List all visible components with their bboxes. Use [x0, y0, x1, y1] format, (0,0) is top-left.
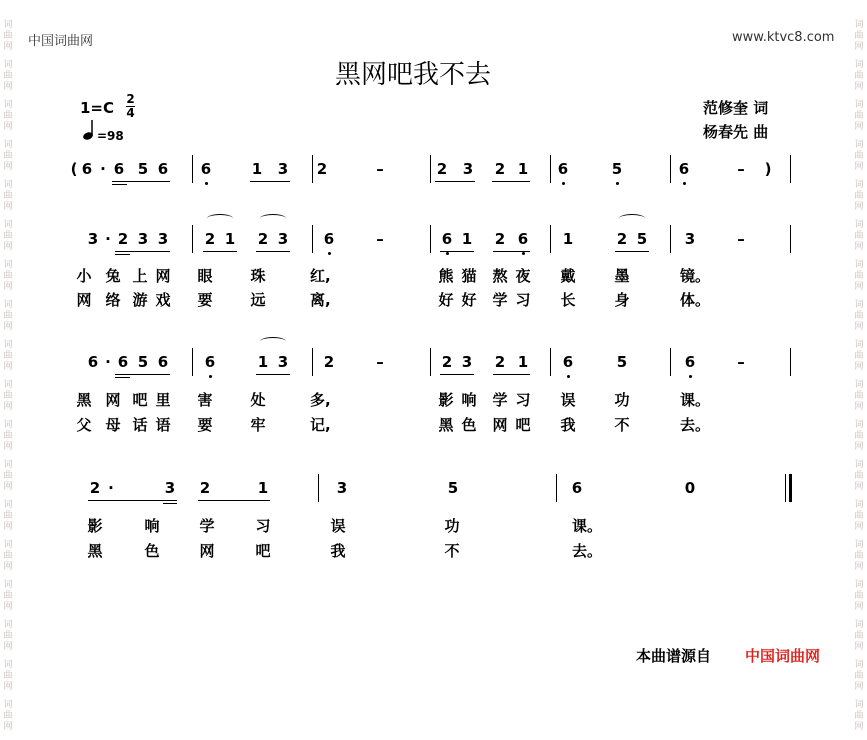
note: 5: [137, 160, 149, 178]
beam-underline: [112, 181, 170, 182]
note: 3: [277, 160, 289, 178]
bar-line: [192, 348, 193, 376]
lyric-char: 镜。: [680, 267, 711, 285]
lyric-char: 熬: [492, 267, 508, 285]
lyric-char: 误: [330, 517, 346, 535]
beam-underline: [440, 251, 474, 252]
right-watermark: 词 曲 网 词 曲 网 词 曲 网 词 曲 网 词 曲 网 词 曲 网 词 曲 网 词 曲 网 词 曲 网 词 曲 网 词 曲 网 词 曲 网 词 曲 网 词 曲 网 词 曲 网 词 曲 网 词 曲 网 词 曲 网: [854, 20, 864, 732]
beam-underline: [203, 251, 237, 252]
tie-slur: [260, 214, 286, 223]
lyric-char: 戴: [560, 267, 576, 285]
close-paren: ): [764, 160, 772, 178]
note: 6: [684, 353, 696, 371]
bar-line: [192, 155, 193, 183]
lyric-char: 网: [105, 391, 121, 409]
beam-underline: [493, 374, 530, 375]
bar-line: [430, 225, 431, 253]
low-octave-dot: [567, 375, 570, 378]
lyric-char: 黑: [76, 391, 92, 409]
note: ·: [105, 230, 111, 248]
tie-slur: [207, 214, 233, 223]
lyric-char: 学: [199, 517, 215, 535]
lyric-char: 习: [255, 517, 271, 535]
note: 2: [89, 479, 101, 497]
beam-underline: [440, 374, 474, 375]
lyricist: 范修奎 词: [703, 99, 769, 117]
source-label: 本曲谱源自: [636, 647, 712, 665]
lyric-char: 珠: [250, 267, 266, 285]
left-watermark: 词 曲 网 词 曲 网 词 曲 网 词 曲 网 词 曲 网 词 曲 网 词 曲 网 词 曲 网 词 曲 网 词 曲 网 词 曲 网 词 曲 网 词 曲 网 词 曲 网 词 曲 网 词 曲 网 词 曲 网 词 曲 网: [3, 20, 13, 732]
bar-line: [312, 155, 313, 183]
lyric-char: 要: [197, 291, 213, 309]
note: 5: [137, 353, 149, 371]
lyric-char: 话: [132, 416, 148, 434]
lyric-char: 好: [438, 291, 454, 309]
low-octave-dot: [689, 375, 692, 378]
composer: 杨春先 曲: [703, 123, 769, 141]
bar-line: [312, 348, 313, 376]
note: 1: [517, 160, 529, 178]
lyric-char: 网: [492, 416, 508, 434]
lyric-char: 我: [560, 416, 576, 434]
note: 1: [562, 230, 574, 248]
lyric-char: 影: [438, 391, 454, 409]
beam-underline: [256, 374, 290, 375]
note: 2: [204, 230, 216, 248]
note: 2: [494, 353, 506, 371]
lyric-char: 墨: [614, 267, 630, 285]
note: 2: [316, 160, 328, 178]
low-octave-dot: [209, 375, 212, 378]
note: 5: [611, 160, 623, 178]
lyric-char: 习: [515, 291, 531, 309]
lyric-char: 上: [132, 267, 148, 285]
note: 1: [461, 230, 473, 248]
note: 2: [199, 479, 211, 497]
note: –: [737, 353, 745, 371]
time-bottom: 4: [126, 106, 135, 120]
low-octave-dot: [562, 182, 565, 185]
lyric-char: 吧: [515, 416, 531, 434]
time-signature: [126, 93, 135, 119]
lyric-char: 兔: [105, 267, 121, 285]
lyric-char: 语: [155, 416, 171, 434]
note: –: [376, 353, 384, 371]
lyric-char: 影: [87, 517, 103, 535]
note: 6: [157, 160, 169, 178]
beam-underline: [115, 374, 170, 375]
note: 5: [636, 230, 648, 248]
low-octave-dot: [328, 252, 331, 255]
note: 3: [336, 479, 348, 497]
bar-line: [670, 155, 671, 183]
note: 6: [678, 160, 690, 178]
site-name: 中国词曲网: [28, 34, 94, 49]
lyric-char: 害: [197, 391, 213, 409]
note: 3: [164, 479, 176, 497]
bar-line: [790, 348, 791, 376]
lyric-char: 红,: [310, 267, 331, 285]
note: 6: [157, 353, 169, 371]
source-site: 中国词曲网: [745, 647, 821, 665]
lyric-char: 络: [105, 291, 121, 309]
lyric-char: 里: [155, 391, 171, 409]
note: 3: [137, 230, 149, 248]
bar-line: [790, 155, 791, 183]
lyric-char: 处: [250, 391, 266, 409]
lyric-char: 不: [444, 542, 460, 560]
key-signature: 1=C: [80, 99, 115, 117]
lyric-char: 母: [105, 416, 121, 434]
beam-underline: [115, 377, 130, 378]
lyric-char: 学: [492, 391, 508, 409]
lyric-char: 我: [330, 542, 346, 560]
bar-line: [670, 348, 671, 376]
lyric-char: 要: [197, 416, 213, 434]
lyric-char: 去。: [572, 542, 603, 560]
song-title: 黑网吧我不去: [335, 60, 492, 90]
note: –: [737, 160, 745, 178]
open-paren: (: [70, 160, 78, 178]
lyric-char: 远: [250, 291, 266, 309]
note: 6: [571, 479, 583, 497]
note: 6: [441, 230, 453, 248]
lyric-char: 身: [614, 291, 630, 309]
site-url: www.ktvc8.com: [732, 30, 835, 45]
low-octave-dot: [616, 182, 619, 185]
bar-line: [430, 155, 431, 183]
note: 3: [157, 230, 169, 248]
note: 6: [81, 160, 93, 178]
note: ·: [105, 353, 111, 371]
beam-underline: [615, 251, 649, 252]
lyric-char: 误: [560, 391, 576, 409]
low-octave-dot: [205, 182, 208, 185]
note: 5: [616, 353, 628, 371]
lyric-char: 父: [76, 416, 92, 434]
lyric-char: 课。: [680, 391, 711, 409]
note: 3: [277, 230, 289, 248]
bar-line: [430, 348, 431, 376]
final-bar-thin: [785, 474, 786, 502]
note: 6: [113, 160, 125, 178]
bar-line: [318, 474, 319, 502]
note: 6: [87, 353, 99, 371]
note: –: [376, 230, 384, 248]
bar-line: [550, 155, 551, 183]
note: 2: [494, 230, 506, 248]
note: 2: [117, 230, 129, 248]
note: 2: [323, 353, 335, 371]
lyric-char: 色: [461, 416, 477, 434]
lyric-char: 习: [515, 391, 531, 409]
bar-line: [550, 348, 551, 376]
lyric-char: 吧: [132, 391, 148, 409]
note: 5: [447, 479, 459, 497]
lyric-char: 响: [461, 391, 477, 409]
lyric-char: 课。: [572, 517, 603, 535]
lyric-char: 熊: [438, 267, 454, 285]
note: 3: [462, 160, 474, 178]
bar-line: [790, 225, 791, 253]
note: 3: [277, 353, 289, 371]
quarter-note-icon: [82, 119, 96, 141]
lyric-char: 黑: [438, 416, 454, 434]
note: ·: [108, 479, 114, 497]
note: ·: [100, 160, 106, 178]
lyric-char: 去。: [680, 416, 711, 434]
tempo: =98: [97, 129, 124, 143]
tie-slur: [260, 337, 286, 346]
low-octave-dot: [446, 252, 449, 255]
beam-underline: [112, 184, 127, 185]
lyric-char: 游: [132, 291, 148, 309]
lyric-char: 好: [461, 291, 477, 309]
beam-underline: [198, 500, 270, 501]
lyric-char: 网: [199, 542, 215, 560]
lyric-char: 不: [614, 416, 630, 434]
note: 1: [257, 479, 269, 497]
lyric-char: 戏: [155, 291, 171, 309]
lyric-char: 黑: [87, 542, 103, 560]
note: 6: [562, 353, 574, 371]
bar-line: [192, 225, 193, 253]
note: 2: [494, 160, 506, 178]
note: 6: [117, 353, 129, 371]
bar-line: [550, 225, 551, 253]
note: 2: [436, 160, 448, 178]
lyric-char: 牢: [250, 416, 266, 434]
low-octave-dot: [522, 252, 525, 255]
note: 3: [87, 230, 99, 248]
lyric-char: 体。: [680, 291, 711, 309]
beam-underline: [250, 181, 290, 182]
lyric-char: 功: [444, 517, 460, 535]
note: 1: [257, 353, 269, 371]
note: 0: [684, 479, 696, 497]
note: 2: [441, 353, 453, 371]
note: –: [376, 160, 384, 178]
note: 6: [323, 230, 335, 248]
beam-underline: [163, 503, 177, 504]
beam-underline: [115, 254, 130, 255]
lyric-char: 夜: [515, 267, 531, 285]
note: 6: [204, 353, 216, 371]
lyric-char: 响: [144, 517, 160, 535]
lyric-char: 吧: [255, 542, 271, 560]
lyric-char: 猫: [461, 267, 477, 285]
note: 2: [257, 230, 269, 248]
note: 1: [224, 230, 236, 248]
bar-line: [670, 225, 671, 253]
beam-underline: [435, 181, 475, 182]
note: 6: [517, 230, 529, 248]
low-octave-dot: [683, 182, 686, 185]
lyric-char: 记,: [310, 416, 331, 434]
lyric-char: 色: [144, 542, 160, 560]
beam-underline: [88, 500, 177, 501]
lyric-char: 网: [76, 291, 92, 309]
lyric-char: 小: [76, 267, 92, 285]
note: 1: [517, 353, 529, 371]
time-top: 2: [126, 92, 135, 106]
note: 3: [684, 230, 696, 248]
lyric-char: 网: [155, 267, 171, 285]
lyric-char: 学: [492, 291, 508, 309]
note: 3: [461, 353, 473, 371]
beam-underline: [256, 251, 290, 252]
beam-underline: [115, 251, 170, 252]
lyric-char: 眼: [197, 267, 213, 285]
bar-line: [556, 474, 557, 502]
lyric-char: 功: [614, 391, 630, 409]
lyric-char: 长: [560, 291, 576, 309]
note: 6: [200, 160, 212, 178]
note: 1: [251, 160, 263, 178]
note: –: [737, 230, 745, 248]
beam-underline: [492, 181, 530, 182]
bar-line: [312, 225, 313, 253]
lyric-char: 多,: [310, 391, 331, 409]
note: 2: [616, 230, 628, 248]
lyric-char: 离,: [310, 291, 331, 309]
note: 6: [557, 160, 569, 178]
tie-slur: [619, 214, 645, 223]
final-bar-thick: [789, 474, 792, 502]
